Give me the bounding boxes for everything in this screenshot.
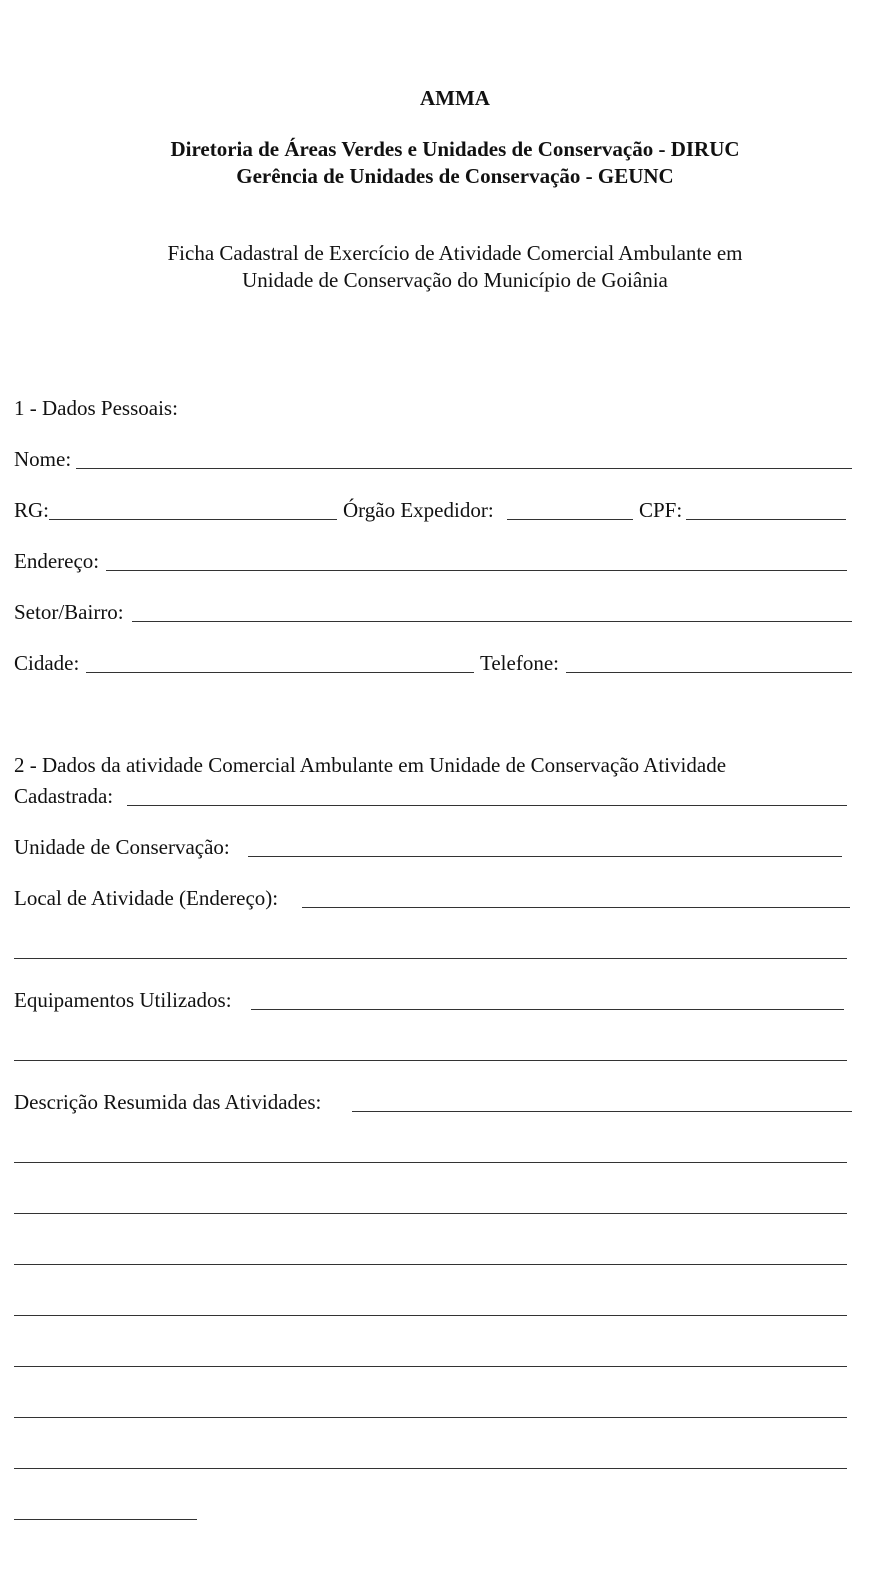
unidade-line[interactable] — [248, 856, 842, 857]
form-title-line1: Ficha Cadastral de Exercício de Atividade Comercial Ambulante em — [167, 241, 743, 265]
descricao-line-9[interactable] — [14, 1519, 197, 1520]
telefone-label: Telefone: — [480, 651, 559, 675]
rg-line[interactable] — [49, 519, 337, 520]
local-label: Local de Atividade (Endereço): — [14, 886, 279, 910]
descricao-line-8[interactable] — [14, 1468, 847, 1469]
setor-line[interactable] — [132, 621, 852, 622]
cpf-line[interactable] — [686, 519, 846, 520]
endereco-label: Endereço: — [14, 549, 100, 573]
orgao-line[interactable] — [507, 519, 633, 520]
rg-label: RG: — [14, 498, 50, 522]
setor-label: Setor/Bairro: — [14, 600, 124, 624]
local-line-2[interactable] — [14, 958, 847, 959]
equipamentos-line-2[interactable] — [14, 1060, 847, 1061]
cadastrada-label: Cadastrada: — [14, 784, 114, 808]
unidade-label: Unidade de Conservação: — [14, 835, 230, 859]
descricao-line-3[interactable] — [14, 1213, 847, 1214]
endereco-line[interactable] — [106, 570, 847, 571]
cadastrada-line[interactable] — [127, 805, 847, 806]
management-title: Gerência de Unidades de Conservação - GEUNC — [236, 164, 674, 188]
descricao-line-6[interactable] — [14, 1366, 847, 1367]
section1-title: 1 - Dados Pessoais: — [14, 396, 178, 420]
orgao-label: Órgão Expedidor: — [343, 498, 494, 522]
nome-label: Nome: — [14, 447, 72, 471]
descricao-line[interactable] — [352, 1111, 852, 1112]
nome-line[interactable] — [76, 468, 852, 469]
org-title: AMMA — [420, 86, 490, 110]
local-line[interactable] — [302, 907, 850, 908]
equipamentos-line[interactable] — [251, 1009, 844, 1010]
cidade-label: Cidade: — [14, 651, 80, 675]
descricao-line-4[interactable] — [14, 1264, 847, 1265]
telefone-line[interactable] — [566, 672, 852, 673]
descricao-line-5[interactable] — [14, 1315, 847, 1316]
descricao-line-7[interactable] — [14, 1417, 847, 1418]
directorate-title: Diretoria de Áreas Verdes e Unidades de Conservação - DIRUC — [170, 137, 740, 161]
descricao-label: Descrição Resumida das Atividades: — [14, 1090, 322, 1114]
form-title-line2: Unidade de Conservação do Município de Goiânia — [242, 268, 668, 292]
cidade-line[interactable] — [86, 672, 474, 673]
equipamentos-label: Equipamentos Utilizados: — [14, 988, 232, 1012]
section2-title: 2 - Dados da atividade Comercial Ambulante em Unidade de Conservação Atividade — [14, 753, 727, 777]
descricao-line-2[interactable] — [14, 1162, 847, 1163]
cpf-label: CPF: — [639, 498, 683, 522]
